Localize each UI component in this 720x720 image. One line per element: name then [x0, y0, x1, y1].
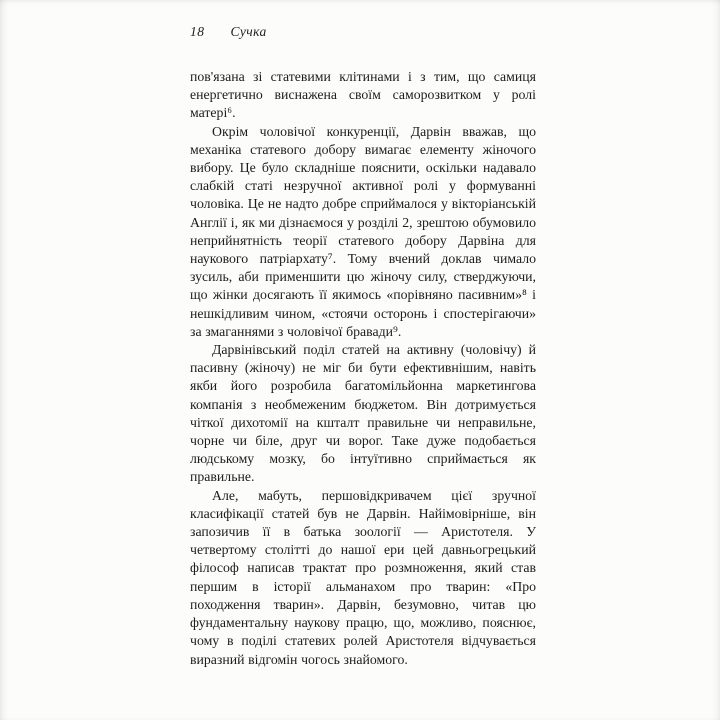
page-header [190, 24, 536, 40]
body-paragraph-1: пов'язана зі статевими клітинами і з тим, що самиця енергетично виснажена своїм саморозвитком у ролі матері⁶. [190, 69, 536, 121]
body-paragraph-4: Але, мабуть, першовідкривачем цієї зручної класифікації статей був не Дарвін. Найімовірніше, він запозичив її в батька зоології — Аристотеля. У четвертому столітті до нашої ери цей давньогрецький філософ написав трактат про розмноження, який став першим в історії альманахом про тварин: «Про походження тварин». Дарвін, безумовно, читав цю фундаментальну наукову працю, що, можливо, пояснює, чому в поділі статевих ролей Аристотеля відчувається виразний відгомін чогось знайомого. [190, 487, 536, 667]
body-paragraph-3: Дарвінівський поділ статей на активну (чоловічу) й пасивну (жіночу) не міг би бути ефективнішим, навіть якби його розробила багатомільйонна маркетингова компанія з необмеженим бюджетом. Він дотримується чіткої дихотомії на кшталт правильне чи неправильне, чорне чи біле, друг чи ворог. Таке дуже подобається людському мозку, бо інтуїтивно сприймається як правильне. [190, 342, 536, 485]
page-number: 18 [190, 24, 205, 39]
running-title: Сучка [230, 24, 267, 39]
body-paragraph-2: Окрім чоловічої конкуренції, Дарвін вважав, що механіка статевого добору вимагає елементу жіночого вибору. Це було складніше пояснити, оскільки надавало слабкій статі незручної активної ролі у формуванні чоловіка. Це не надто добре сприймалося у вікторіанській Англії і, як ми дізнаємося у розділі 2, зрештою обумовило неприйнятність теорії статевого добору Дарвіна для наукового патріархату⁷. Тому вчений доклав чимало зусиль, аби применшити цю жіночу силу, стверджуючи, що жінки досягають її якимось «порівняно пасивним»⁸ і нешкідливим чином, «стоячи осторонь і спостерігаючи» за змаганнями з чоловічої бравади⁹. [190, 123, 536, 339]
text-block [190, 68, 536, 669]
